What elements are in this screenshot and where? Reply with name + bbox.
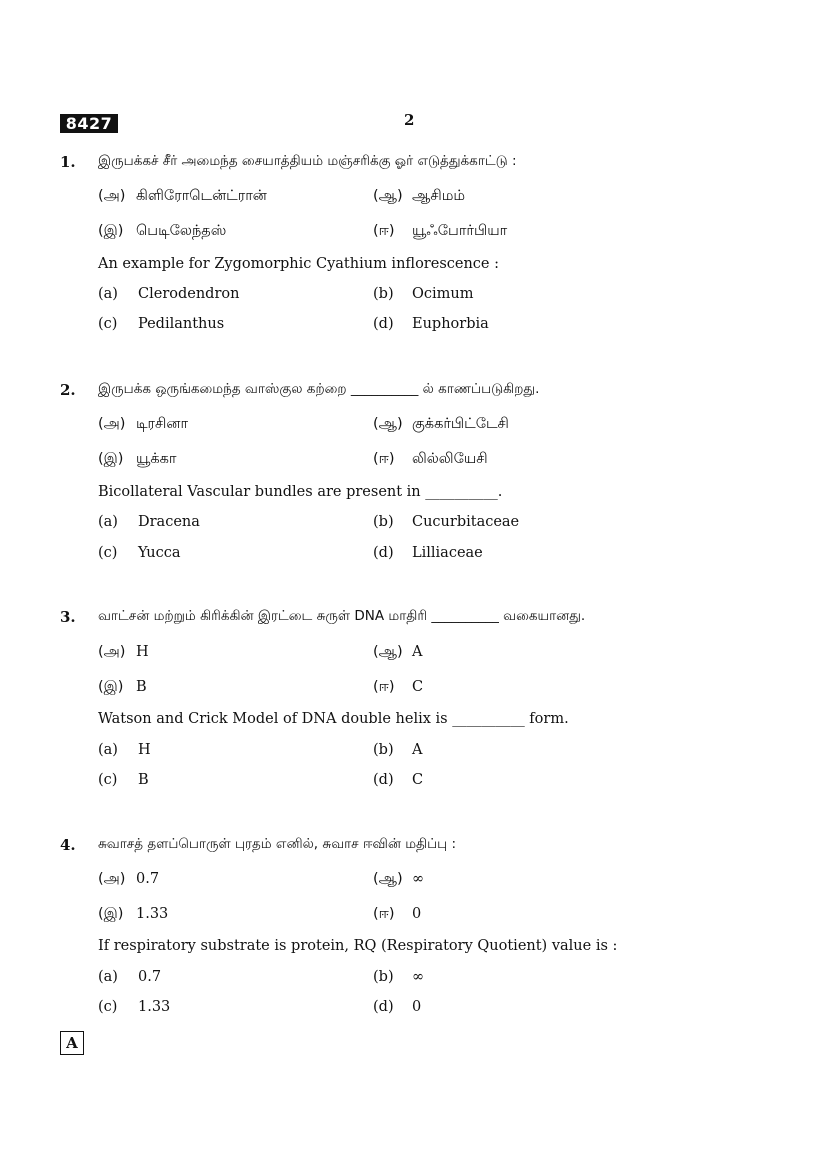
english-option-text: Lilliaceae xyxy=(412,545,483,561)
english-option-text: 1.33 xyxy=(138,999,171,1015)
english-option-text: 0.7 xyxy=(138,969,162,985)
tamil-option-label: (ஈ) xyxy=(373,906,395,922)
question-number: 4. xyxy=(60,836,76,854)
tamil-option-text: 1.33 xyxy=(136,906,169,922)
tamil-option-label: (இ) xyxy=(98,451,124,467)
tamil-option-text: B xyxy=(136,679,147,695)
english-option-label: (a) xyxy=(98,514,118,530)
english-option-label: (a) xyxy=(98,742,118,758)
english-option-text: Cucurbitaceae xyxy=(412,514,520,530)
tamil-option-text: டிரசினா xyxy=(136,416,189,432)
tamil-option-label: (ஈ) xyxy=(373,451,395,467)
english-option-text: Yucca xyxy=(138,545,181,561)
tamil-option-text: C xyxy=(412,679,424,695)
english-option-text: 0 xyxy=(412,999,422,1015)
english-option-label: (b) xyxy=(373,969,394,985)
tamil-option-label: (ஈ) xyxy=(373,679,395,695)
english-option-label: (c) xyxy=(98,545,118,561)
tamil-option-label: (அ) xyxy=(98,188,126,204)
tamil-question-text: சுவாசத் தளப்பொருள் புரதம் எனில், சுவாச ஈவின் மதிப்பு : xyxy=(98,836,457,852)
english-option-label: (b) xyxy=(373,742,394,758)
english-option-text: Clerodendron xyxy=(138,286,240,302)
english-option-text: B xyxy=(138,772,149,788)
tamil-option-text: கிளிரோடென்ட்ரான் xyxy=(136,188,267,204)
tamil-option-label: (இ) xyxy=(98,679,124,695)
tamil-option-text: யூக்கா xyxy=(136,451,177,467)
question-number: 3. xyxy=(60,608,76,626)
english-option-label: (d) xyxy=(373,316,394,332)
english-question-text: Watson and Crick Model of DNA double helix is __________ form. xyxy=(98,711,569,727)
tamil-question-text: வாட்சன் மற்றும் கிரிக்கின் இரட்டை சுருள் DNA மாதிரி __________ வகையானது. xyxy=(98,608,586,624)
question-number: 1. xyxy=(60,153,76,171)
tamil-option-label: (அ) xyxy=(98,644,126,660)
english-option-label: (c) xyxy=(98,999,118,1015)
tamil-option-text: 0.7 xyxy=(136,871,160,887)
english-option-text: A xyxy=(412,742,423,758)
tamil-option-label: (அ) xyxy=(98,416,126,432)
english-question-text: Bicollateral Vascular bundles are present in __________. xyxy=(98,484,503,500)
tamil-option-label: (ஈ) xyxy=(373,223,395,239)
tamil-question-text: இருபக்கச் சீர் அமைந்த சையாத்தியம் மஞ்சரிக்கு ஓர் எடுத்துக்காட்டு : xyxy=(98,153,517,169)
tamil-option-label: (இ) xyxy=(98,906,124,922)
english-option-text: C xyxy=(412,772,424,788)
tamil-option-label: (ஆ) xyxy=(373,188,403,204)
english-option-text: Dracena xyxy=(138,514,200,530)
tamil-option-text: 0 xyxy=(412,906,422,922)
english-option-text: H xyxy=(138,742,151,758)
tamil-option-text: பெடிலேந்தஸ் xyxy=(136,223,227,239)
tamil-option-label: (இ) xyxy=(98,223,124,239)
english-option-text: Pedilanthus xyxy=(138,316,225,332)
tamil-option-label: (ஆ) xyxy=(373,416,403,432)
english-option-text: Ocimum xyxy=(412,286,474,302)
english-option-label: (b) xyxy=(373,286,394,302)
tamil-option-text: ஆசிமம் xyxy=(412,188,466,204)
question-number: 2. xyxy=(60,381,76,399)
tamil-option-text: லில்லியேசி xyxy=(412,451,488,467)
english-option-label: (d) xyxy=(373,772,394,788)
question-code-box: 8427 xyxy=(60,114,118,133)
english-option-label: (c) xyxy=(98,316,118,332)
tamil-option-label: (அ) xyxy=(98,871,126,887)
english-option-text: Euphorbia xyxy=(412,316,489,332)
tamil-option-label: (ஆ) xyxy=(373,871,403,887)
english-option-label: (d) xyxy=(373,999,394,1015)
tamil-option-text: A xyxy=(412,644,423,660)
english-option-label: (d) xyxy=(373,545,394,561)
english-option-label: (a) xyxy=(98,286,118,302)
english-option-label: (c) xyxy=(98,772,118,788)
tamil-option-text: H xyxy=(136,644,149,660)
version-mark-box: A xyxy=(60,1031,84,1055)
english-option-label: (b) xyxy=(373,514,394,530)
english-option-label: (a) xyxy=(98,969,118,985)
tamil-option-text: குக்கர்பிட்டேசி xyxy=(412,416,509,432)
english-question-text: If respiratory substrate is protein, RQ (Respiratory Quotient) value is : xyxy=(98,938,618,954)
tamil-question-text: இருபக்க ஒருங்கமைந்த வாஸ்குல கற்றை __________ ல் காணப்படுகிறது. xyxy=(98,381,540,397)
english-question-text: An example for Zygomorphic Cyathium inflorescence : xyxy=(98,256,499,272)
tamil-option-text: ∞ xyxy=(412,871,425,887)
page-number: 2 xyxy=(404,111,415,129)
tamil-option-text: யூஃபோர்பியா xyxy=(412,223,508,239)
tamil-option-label: (ஆ) xyxy=(373,644,403,660)
english-option-text: ∞ xyxy=(412,969,425,985)
